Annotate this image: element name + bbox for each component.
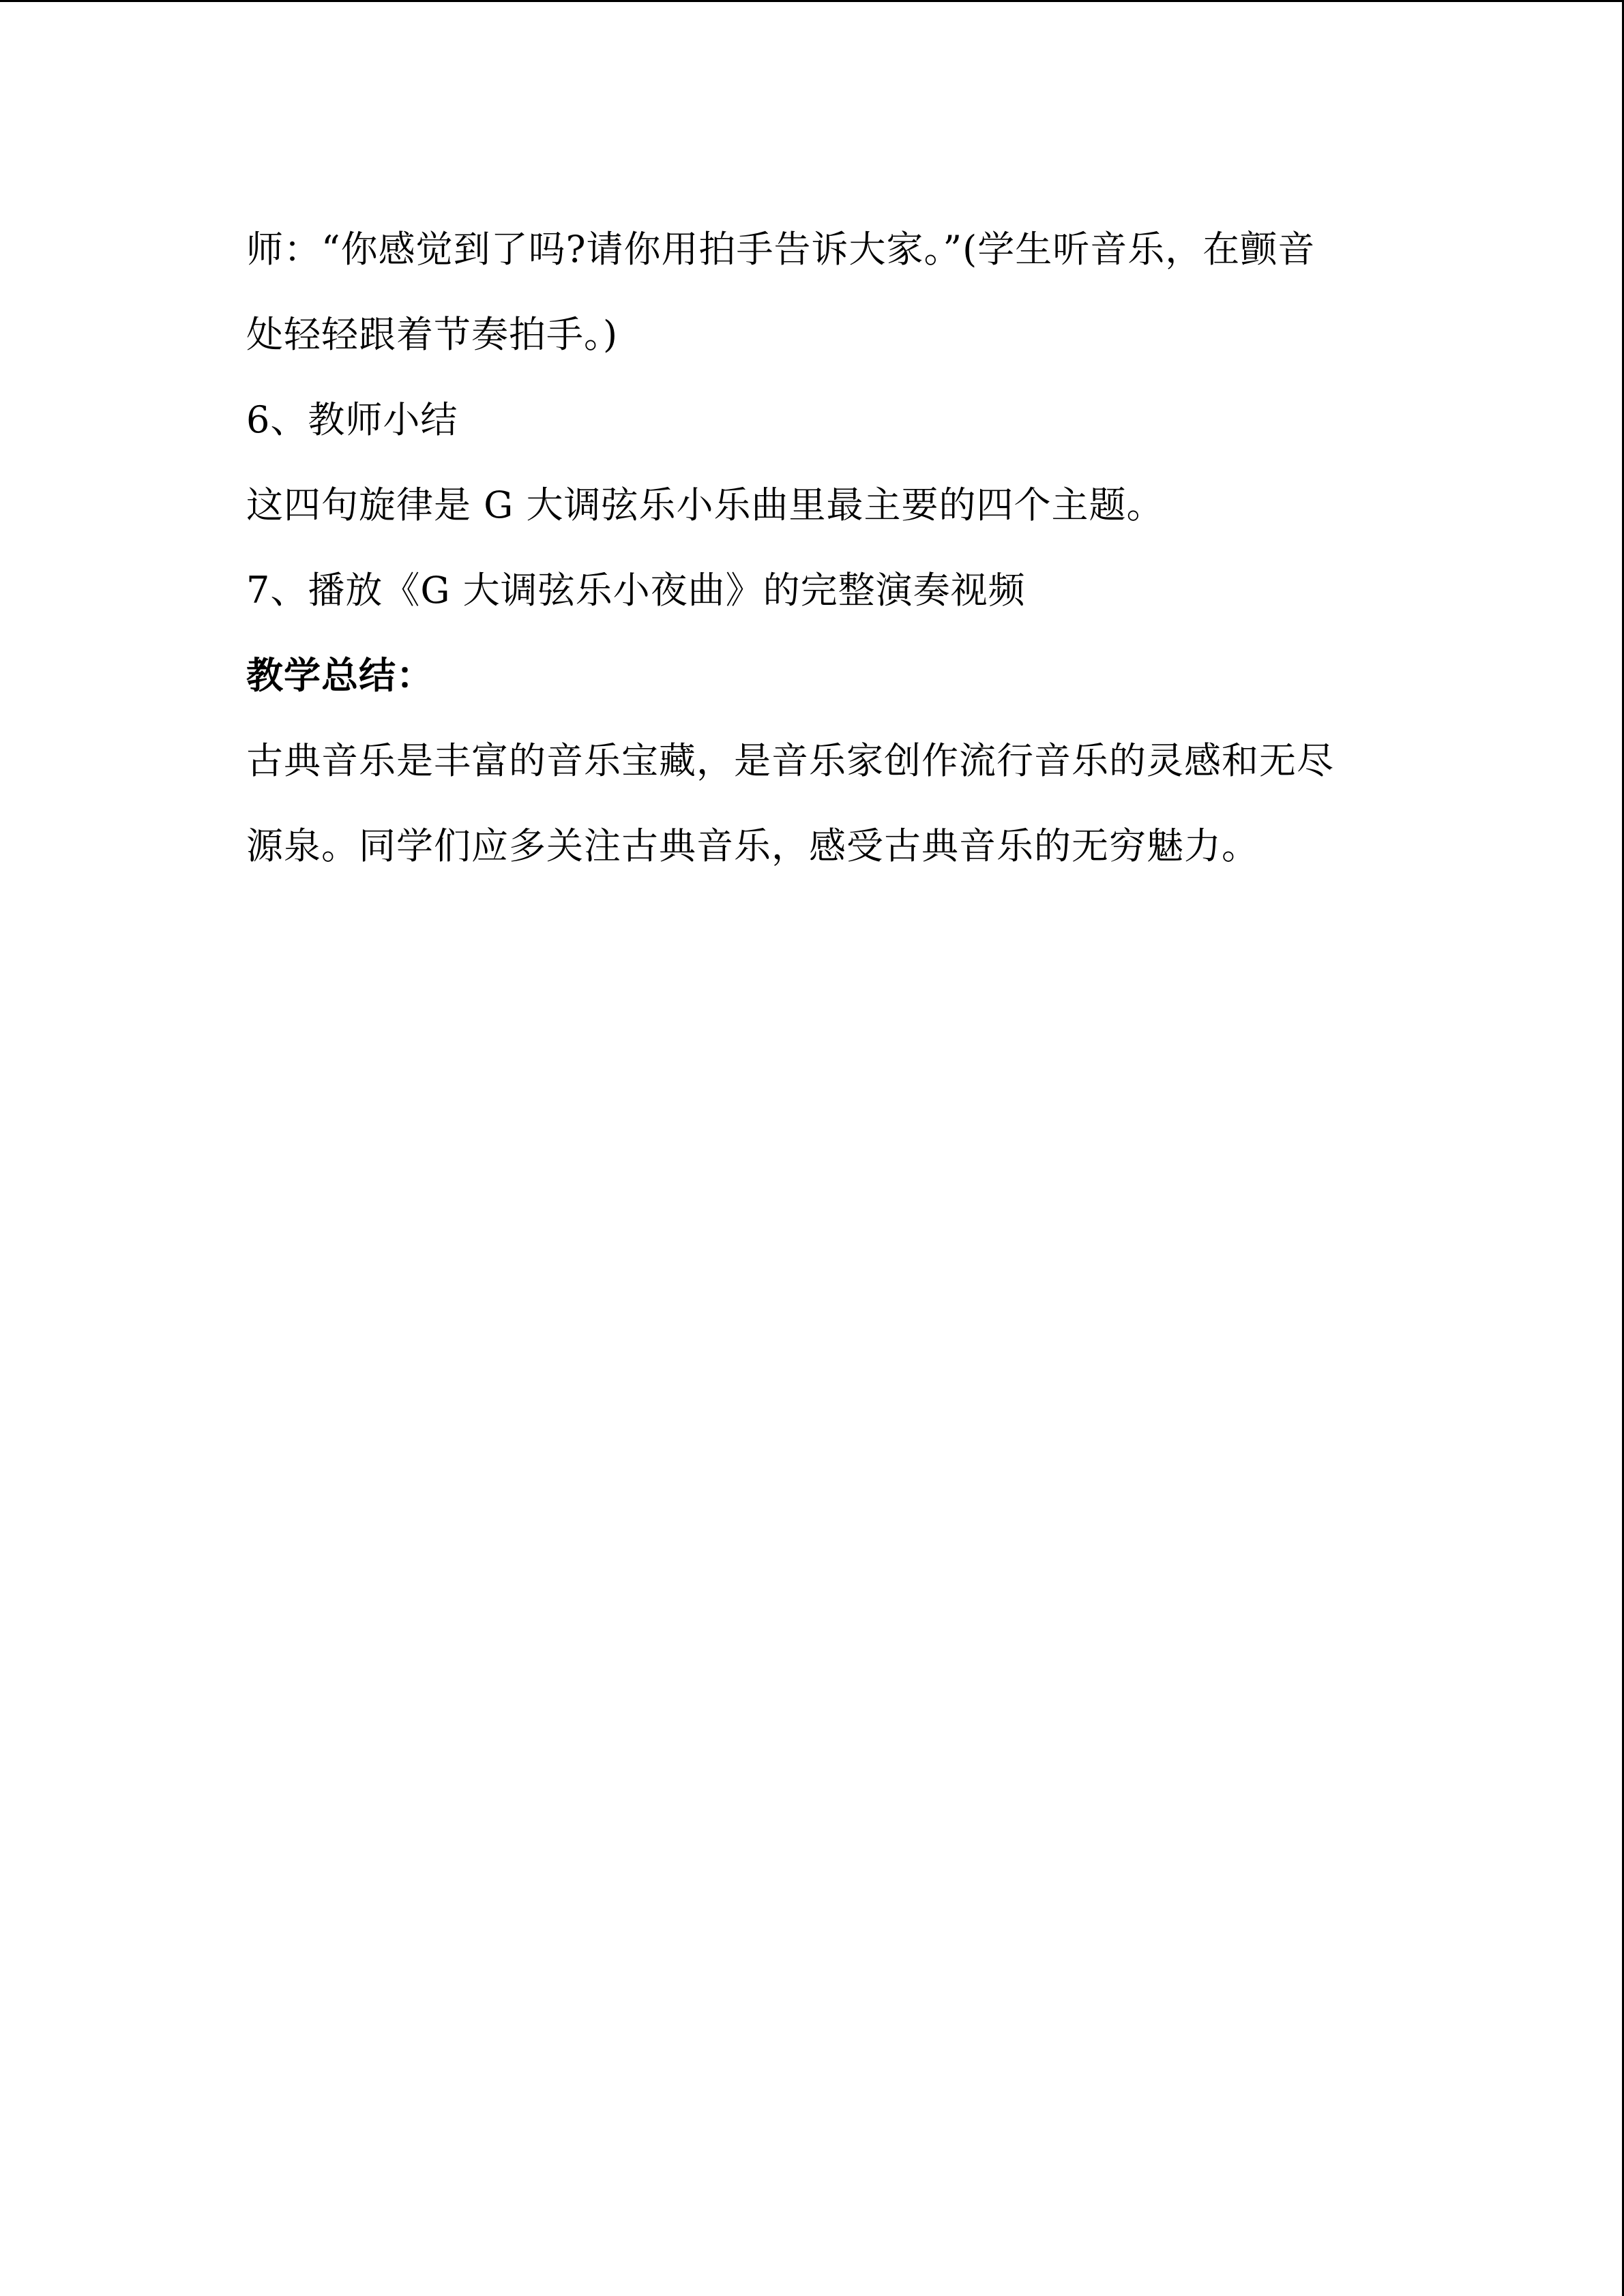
summary-line-2: 源泉。同学们应多关注古典音乐，感受古典音乐的无穷魅力。 [246, 824, 1259, 867]
document-body [246, 207, 1378, 889]
summary-heading: 教学总结： [246, 653, 434, 697]
summary-line-1: 古典音乐是丰富的音乐宝藏，是音乐家创作流行音乐的灵感和无尽 [246, 739, 1334, 782]
page-border-top [0, 0, 1624, 2]
step-6-text: 这四句旋律是 G 大调弦乐小乐曲里最主要的四个主题。 [246, 483, 1164, 526]
student-action-line: 处轻轻跟着节奏拍手。) [246, 313, 619, 356]
teacher-dialogue-line: 师：“你感觉到了吗?请你用拍手告诉大家。”(学生听音乐，在颤音 [246, 228, 1316, 271]
step-6-heading: 6、教师小结 [246, 398, 458, 441]
step-7-heading: 7、播放《G 大调弦乐小夜曲》的完整演奏视频 [246, 569, 1026, 612]
